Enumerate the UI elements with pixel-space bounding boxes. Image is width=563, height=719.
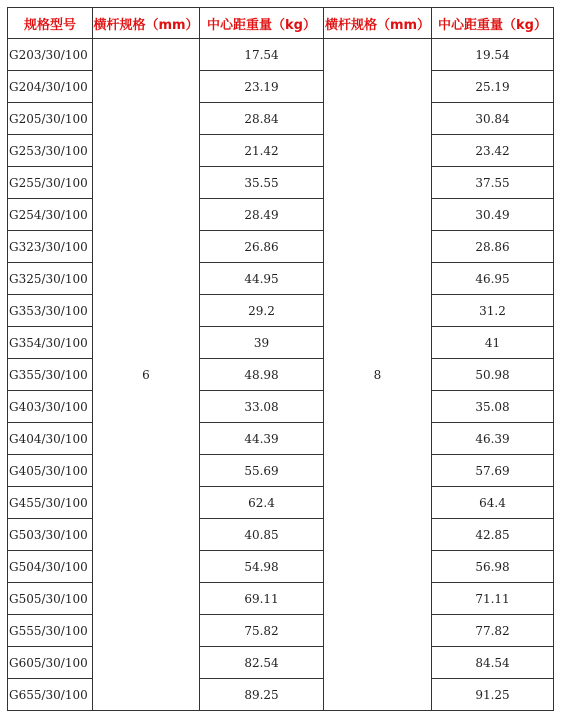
table-row: [8, 519, 554, 551]
model-cell: G605/30/100: [8, 647, 93, 679]
table-row: [8, 423, 554, 455]
crossbar-spec-a-cell: 6: [93, 39, 200, 711]
weight-b-cell: 42.85: [432, 519, 554, 551]
weight-b-cell: 19.54: [432, 39, 554, 71]
header-crossbar-spec-a: 横杆规格（mm）: [93, 8, 200, 39]
weight-b-cell: 30.49: [432, 199, 554, 231]
weight-a-cell: 54.98: [200, 551, 324, 583]
model-cell: G403/30/100: [8, 391, 93, 423]
model-cell: G405/30/100: [8, 455, 93, 487]
weight-b-cell: 41: [432, 327, 554, 359]
table-row: [8, 295, 554, 327]
table-row: [8, 551, 554, 583]
weight-b-cell: 37.55: [432, 167, 554, 199]
model-cell: G203/30/100: [8, 39, 93, 71]
header-crossbar-spec-b: 横杆规格（mm）: [324, 8, 432, 39]
weight-b-cell: 46.95: [432, 263, 554, 295]
table-row: [8, 647, 554, 679]
model-cell: G255/30/100: [8, 167, 93, 199]
table-row: [8, 231, 554, 263]
weight-a-cell: 35.55: [200, 167, 324, 199]
table-row: [8, 39, 554, 71]
table-row: [8, 359, 554, 391]
model-cell: G404/30/100: [8, 423, 93, 455]
weight-b-cell: 30.84: [432, 103, 554, 135]
weight-a-cell: 29.2: [200, 295, 324, 327]
model-cell: G555/30/100: [8, 615, 93, 647]
weight-b-cell: 84.54: [432, 647, 554, 679]
weight-a-cell: 89.25: [200, 679, 324, 711]
weight-b-cell: 46.39: [432, 423, 554, 455]
model-cell: G505/30/100: [8, 583, 93, 615]
model-cell: G253/30/100: [8, 135, 93, 167]
weight-a-cell: 23.19: [200, 71, 324, 103]
crossbar-spec-b-cell: 8: [324, 39, 432, 711]
weight-a-cell: 48.98: [200, 359, 324, 391]
weight-b-cell: 57.69: [432, 455, 554, 487]
weight-a-cell: 44.39: [200, 423, 324, 455]
weight-b-cell: 64.4: [432, 487, 554, 519]
model-cell: G204/30/100: [8, 71, 93, 103]
table-row: [8, 391, 554, 423]
model-cell: G205/30/100: [8, 103, 93, 135]
weight-b-cell: 31.2: [432, 295, 554, 327]
table-body: [8, 39, 554, 711]
weight-a-cell: 33.08: [200, 391, 324, 423]
model-cell: G355/30/100: [8, 359, 93, 391]
table-row: [8, 487, 554, 519]
table-row: [8, 263, 554, 295]
header-weight-a: 中心距重量（kg）: [200, 8, 324, 39]
weight-a-cell: 55.69: [200, 455, 324, 487]
weight-a-cell: 17.54: [200, 39, 324, 71]
model-cell: G655/30/100: [8, 679, 93, 711]
weight-a-cell: 39: [200, 327, 324, 359]
header-model: 规格型号: [8, 8, 93, 39]
weight-b-cell: 77.82: [432, 615, 554, 647]
table-row: [8, 583, 554, 615]
table-row: [8, 615, 554, 647]
model-cell: G325/30/100: [8, 263, 93, 295]
table-row: [8, 135, 554, 167]
weight-b-cell: 23.42: [432, 135, 554, 167]
weight-a-cell: 28.49: [200, 199, 324, 231]
spec-table: [7, 7, 554, 711]
weight-b-cell: 35.08: [432, 391, 554, 423]
weight-a-cell: 21.42: [200, 135, 324, 167]
table-row: [8, 327, 554, 359]
weight-b-cell: 50.98: [432, 359, 554, 391]
weight-b-cell: 28.86: [432, 231, 554, 263]
model-cell: G353/30/100: [8, 295, 93, 327]
model-cell: G503/30/100: [8, 519, 93, 551]
weight-a-cell: 26.86: [200, 231, 324, 263]
header-row: [8, 8, 554, 39]
table-row: [8, 199, 554, 231]
model-cell: G504/30/100: [8, 551, 93, 583]
model-cell: G254/30/100: [8, 199, 93, 231]
weight-a-cell: 75.82: [200, 615, 324, 647]
weight-b-cell: 71.11: [432, 583, 554, 615]
model-cell: G455/30/100: [8, 487, 93, 519]
table-row: [8, 679, 554, 711]
weight-a-cell: 28.84: [200, 103, 324, 135]
weight-a-cell: 44.95: [200, 263, 324, 295]
weight-a-cell: 62.4: [200, 487, 324, 519]
table-row: [8, 167, 554, 199]
weight-a-cell: 40.85: [200, 519, 324, 551]
table-row: [8, 71, 554, 103]
weight-b-cell: 91.25: [432, 679, 554, 711]
weight-a-cell: 82.54: [200, 647, 324, 679]
header-weight-b: 中心距重量（kg）: [432, 8, 554, 39]
weight-b-cell: 56.98: [432, 551, 554, 583]
model-cell: G323/30/100: [8, 231, 93, 263]
table-row: [8, 455, 554, 487]
table-row: [8, 103, 554, 135]
model-cell: G354/30/100: [8, 327, 93, 359]
weight-b-cell: 25.19: [432, 71, 554, 103]
weight-a-cell: 69.11: [200, 583, 324, 615]
